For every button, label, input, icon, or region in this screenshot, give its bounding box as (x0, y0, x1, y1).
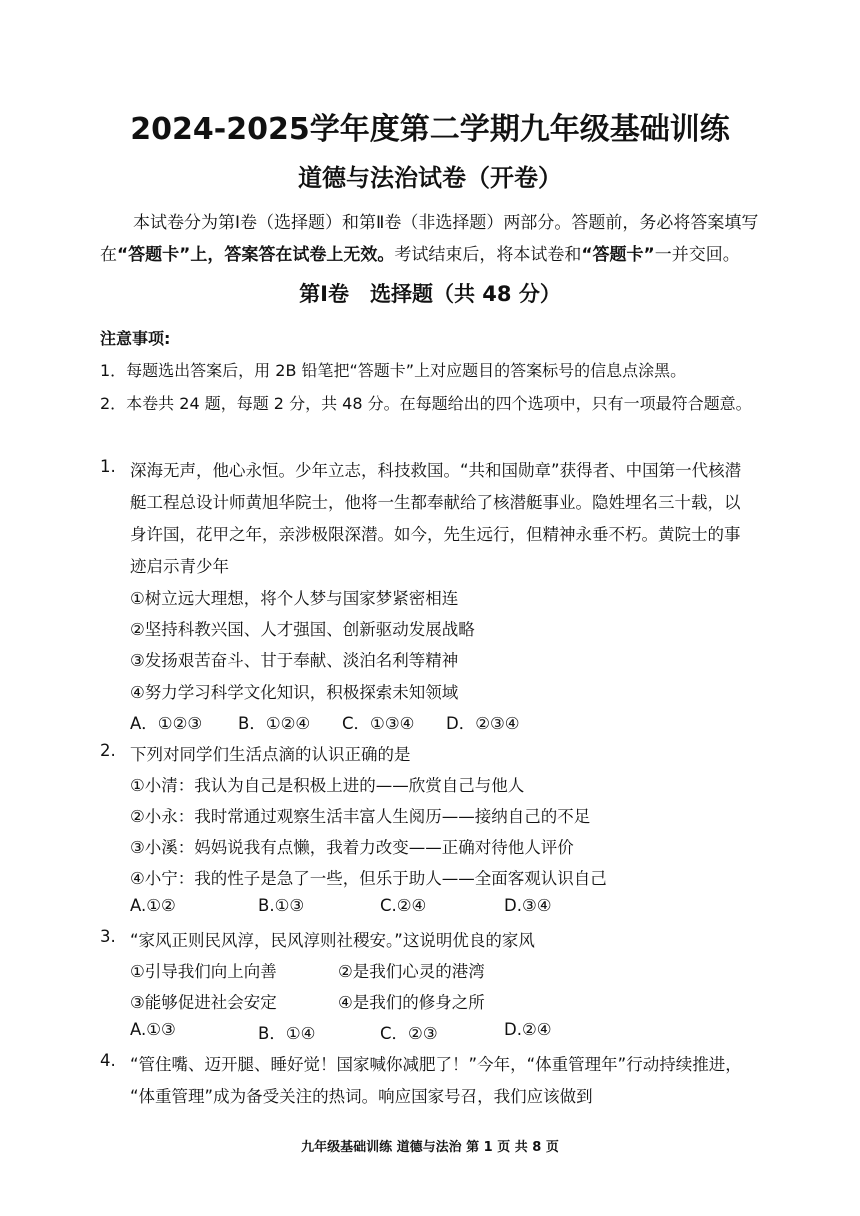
statement-item: ③发扬艰苦奋斗、甘于奉献、淡泊名利等精神 (130, 651, 459, 670)
exam-title: 2024-2025学年度第二学期九年级基础训练 (130, 112, 730, 147)
question-number: 2. (100, 741, 116, 760)
question-stem-line: “体重管理”成为备受关注的热词。响应国家号召，我们应该做到 (130, 1087, 593, 1106)
intro-line-2 (100, 240, 740, 265)
choice-d: D．②③④ (446, 714, 520, 733)
choice-c: C.②④ (380, 896, 427, 915)
statement-item: ①引导我们向上向善 (130, 962, 277, 981)
intro-text: 在 (100, 245, 117, 265)
exam-subtitle: 道德与法治试卷（开卷） (298, 164, 562, 192)
question-stem-line: “家风正则民风淳，民风淳则社稷安。”这说明优良的家风 (130, 931, 535, 950)
question-stem-line: 迹启示青少年 (130, 557, 229, 576)
intro-text: 考试结束后，将本试卷和 (394, 245, 582, 265)
statement-item: ④小宁：我的性子是急了一些，但乐于助人——全面客观认识自己 (130, 869, 607, 888)
statement-item: ②坚持科教兴国、人才强国、创新驱动发展战略 (130, 620, 475, 639)
page-footer: 九年级基础训练 道德与法治 第 1 页 共 8 页 (301, 1140, 559, 1155)
section-title: 第Ⅰ卷 选择题（共 48 分） (299, 282, 561, 306)
question-number: 3. (100, 927, 116, 946)
choice-a: A．①②③ (130, 714, 203, 733)
choice-b: B.①③ (258, 896, 305, 915)
choice-a: A.①② (130, 896, 176, 915)
choice-b: B．①②④ (238, 714, 311, 733)
choice-d: D.②④ (504, 1020, 552, 1039)
intro-emphasis: “答题卡” (581, 245, 655, 265)
statement-item: ③能够促进社会安定 (130, 993, 277, 1012)
statement-item: ④努力学习科学文化知识，积极探索未知领域 (130, 683, 459, 702)
choice-c: C．②③ (380, 1024, 438, 1043)
question-stem-line: 艇工程总设计师黄旭华院士，他将一生都奉献给了核潜艇事业。隐姓埋名三十载，以 (130, 493, 741, 512)
question-stem-line: 下列对同学们生活点滴的认识正确的是 (130, 745, 411, 764)
intro-text: 一并交回。 (654, 245, 740, 265)
choice-c: C．①③④ (342, 714, 415, 733)
statement-item: ④是我们的修身之所 (338, 993, 485, 1012)
question-stem-line: “管住嘴、迈开腿、睡好觉！国家喊你减肥了！”今年，“体重管理年”行动持续推进， (130, 1055, 742, 1074)
question-stem-line: 深海无声，他心永恒。少年立志，科技救国。“共和国勋章”获得者、中国第一代核潜 (130, 461, 742, 480)
statement-item: ①树立远大理想，将个人梦与国家梦紧密相连 (130, 589, 459, 608)
statement-item: ①小清：我认为自己是积极上进的——欣赏自己与他人 (130, 776, 525, 795)
choice-b: B．①④ (258, 1024, 316, 1043)
intro-emphasis: “答题卡”上，答案答在试卷上无效。 (117, 245, 395, 265)
question-stem-line: 身许国，花甲之年，亲涉极限深潜。如今，先生远行，但精神永垂不朽。黄院士的事 (130, 525, 741, 544)
notes-heading: 注意事项: (100, 329, 171, 348)
question-number: 1. (100, 457, 116, 476)
statement-item: ③小溪：妈妈说我有点懒，我着力改变——正确对待他人评价 (130, 838, 574, 857)
intro-line-1: 本试卷分为第Ⅰ卷（选择题）和第Ⅱ卷（非选择题）两部分。答题前，务必将答案填写 (133, 213, 759, 233)
choice-d: D.③④ (504, 896, 552, 915)
note-item: 1．每题选出答案后，用 2B 铅笔把“答题卡”上对应题目的答案标号的信息点涂黑。 (100, 361, 687, 380)
note-item: 2．本卷共 24 题，每题 2 分，共 48 分。在每题给出的四个选项中，只有一项最符合题意。 (100, 394, 752, 413)
statement-item: ②是我们心灵的港湾 (338, 962, 485, 981)
choice-a: A.①③ (130, 1020, 176, 1039)
question-number: 4. (100, 1051, 116, 1070)
statement-item: ②小永：我时常通过观察生活丰富人生阅历——接纳自己的不足 (130, 807, 591, 826)
